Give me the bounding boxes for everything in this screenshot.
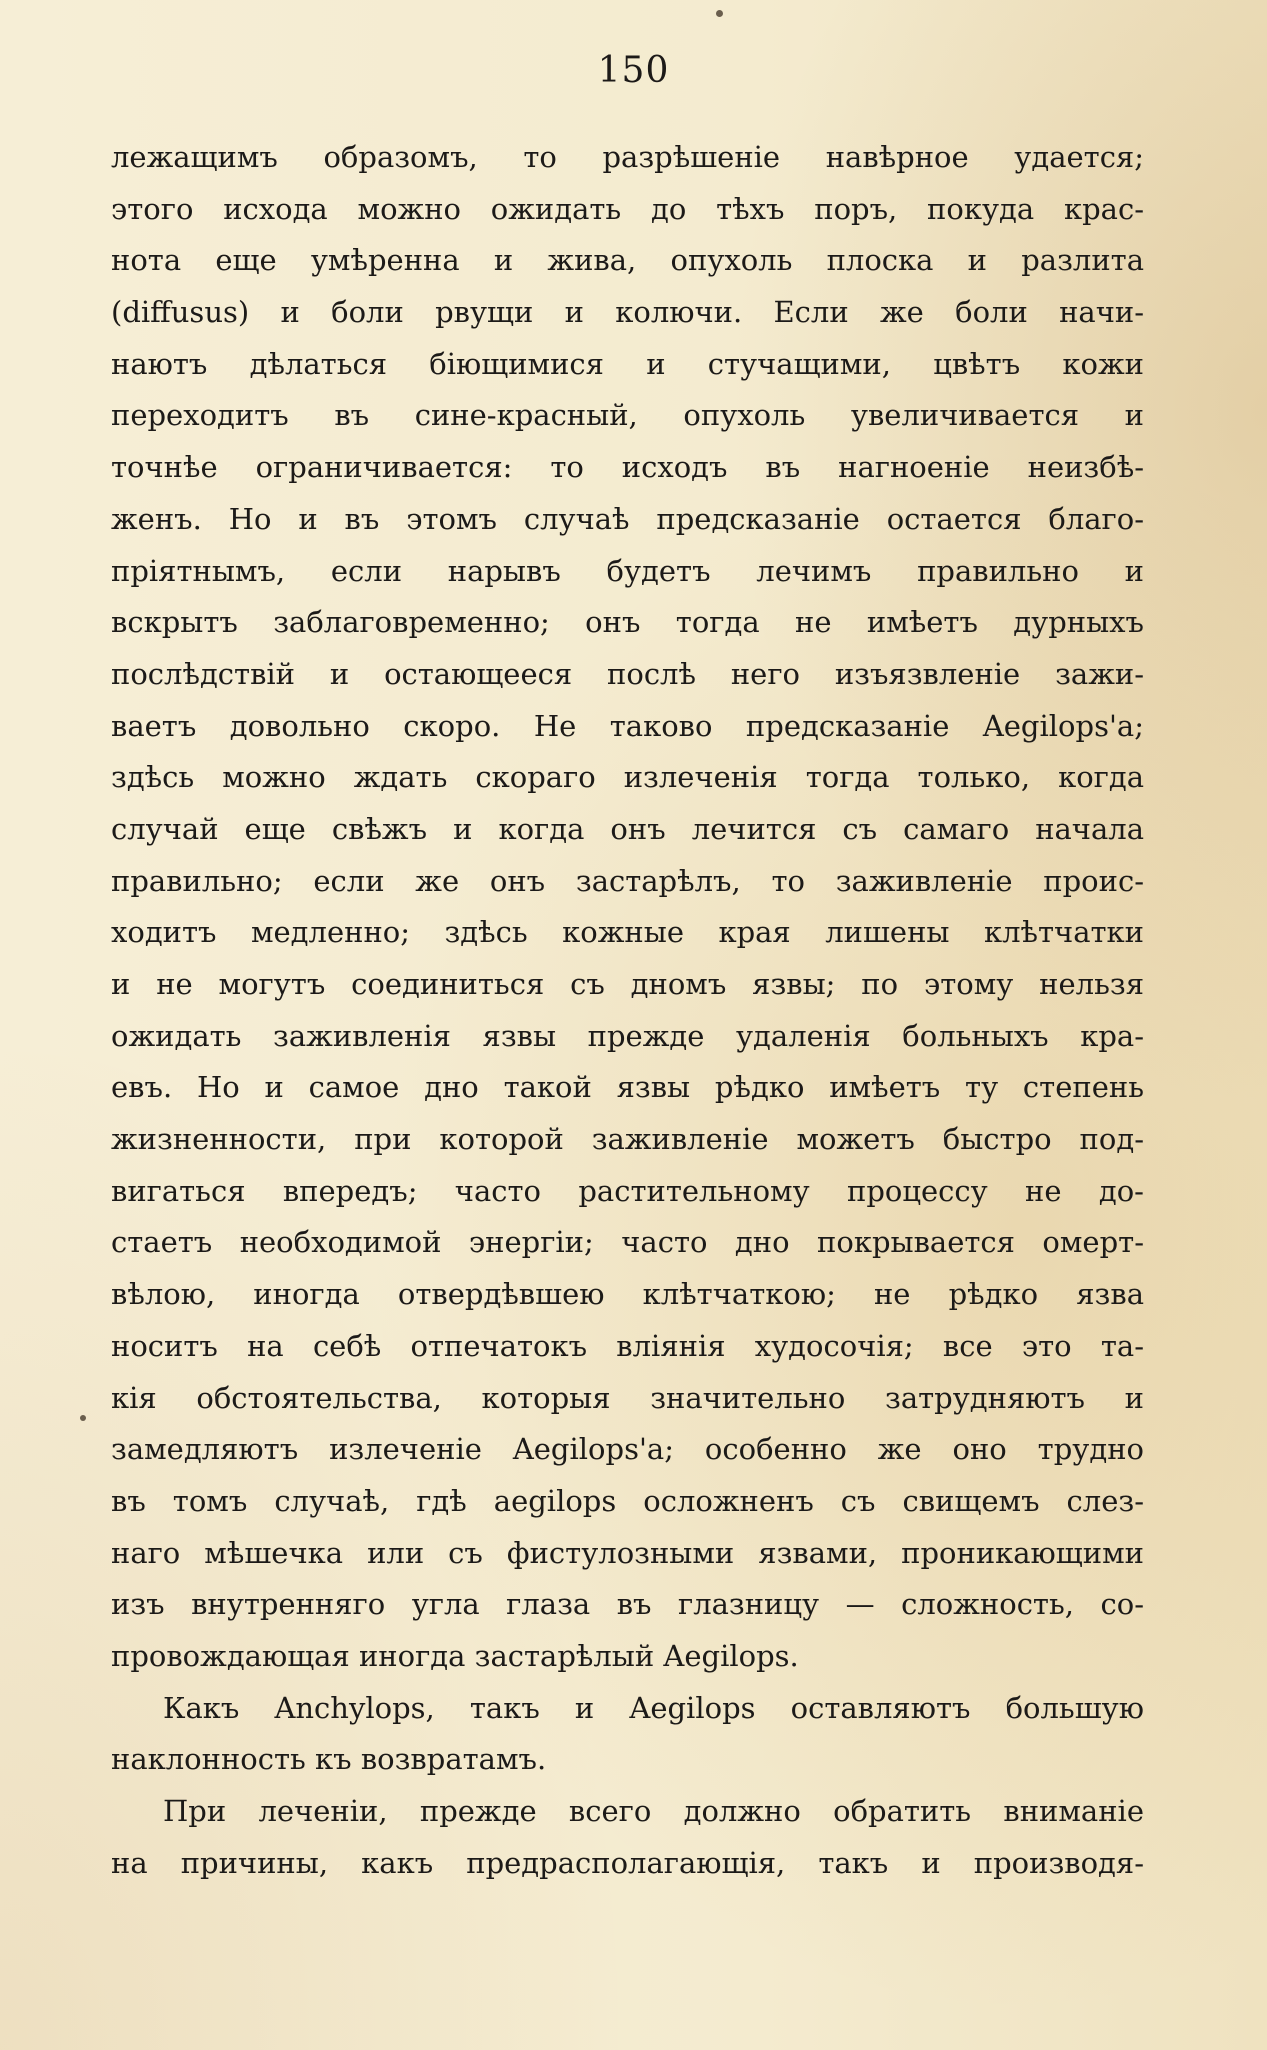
text-line: точнѣе ограничивается: то исходъ въ нагноеніе неизбѣ- [111,450,1144,485]
text-line: вскрытъ заблаговременно; онъ тогда не имѣетъ дурныхъ [111,605,1144,640]
text-line: (diffusus) и боли рвущи и колючи. Если же боли начи- [111,295,1144,330]
text-line: переходитъ въ сине-красный, опухоль увеличивается и [111,398,1144,433]
text-line: правильно; если же онъ застарѣлъ, то заживленіе проис- [111,863,1144,898]
text-line: этого исхода можно ожидать до тѣхъ поръ, покуда крас- [111,191,1144,226]
text-line: ожидать заживленія язвы прежде удаленія больныхъ кра- [111,1018,1144,1053]
text-line: наклонность къ возвратамъ. [111,1742,547,1777]
page-number: 150 [597,50,670,91]
text-line: здѣсь можно ждать скораго излеченія тогда только, когда [111,760,1144,795]
text-line: послѣдствій и остающееся послѣ него изъязвленіе зажи- [111,656,1144,691]
text-line: на причины, какъ предрасполагающія, такъ и производя- [111,1845,1144,1880]
text-line: и не могутъ соединиться съ дномъ язвы; по этому нельзя [111,967,1144,1001]
text-line: При леченіи, прежде всего должно обратить вниманіе [163,1794,1144,1828]
text-line: случай еще свѣжъ и когда онъ лечится съ самаго начала [111,811,1144,846]
text-line: носитъ на себѣ отпечатокъ вліянія худосочія; все это та- [111,1328,1144,1363]
text-line: жизненности, при которой заживленіе можетъ быстро под- [111,1122,1144,1157]
text-line: ходитъ медленно; здѣсь кожные края лишены клѣтчатки [111,915,1144,950]
ink-spot [716,10,723,17]
text-line: стаетъ необходимой энергіи; часто дно покрывается омерт- [111,1225,1144,1260]
text-line: наго мѣшечка или съ фистулозными язвами, проникающими [111,1535,1144,1570]
text-line: замедляютъ излеченіе Aegilops'a; особенно же оно трудно [111,1432,1144,1467]
body-text [111,132,1144,1889]
text-line: кія обстоятельства, которыя значительно затрудняютъ и [111,1380,1144,1415]
text-line: наютъ дѣлаться біющимися и стучащими, цвѣтъ кожи [111,346,1144,381]
text-line: нота еще умѣренна и жива, опухоль плоска и разлита [111,243,1144,278]
text-line: изъ внутренняго угла глаза въ глазницу — сложность, со- [111,1587,1144,1622]
text-line: въ томъ случаѣ, гдѣ aegilops осложненъ съ свищемъ слез- [111,1483,1144,1518]
text-line: ваетъ довольно скоро. Не таково предсказаніе Aegilops'a; [111,708,1144,743]
text-line: лежащимъ образомъ, то разрѣшеніе навѣрное удается; [111,140,1144,174]
text-line: вѣлою, иногда отвердѣвшею клѣтчаткою; не рѣдко язва [111,1277,1144,1312]
text-line: евъ. Но и самое дно такой язвы рѣдко имѣетъ ту степень [111,1070,1144,1105]
ink-spot [80,1415,86,1421]
text-line: женъ. Но и въ этомъ случаѣ предсказаніе остается благо- [111,501,1144,536]
text-line: Какъ Anchylops, такъ и Aegilops оставляютъ большую [163,1690,1144,1725]
text-line: вигаться впередъ; часто растительному процессу не до- [111,1173,1144,1208]
text-line: пріятнымъ, если нарывъ будетъ лечимъ правильно и [111,553,1144,588]
text-line: провождающая иногда застарѣлый Aegilops. [111,1638,799,1673]
